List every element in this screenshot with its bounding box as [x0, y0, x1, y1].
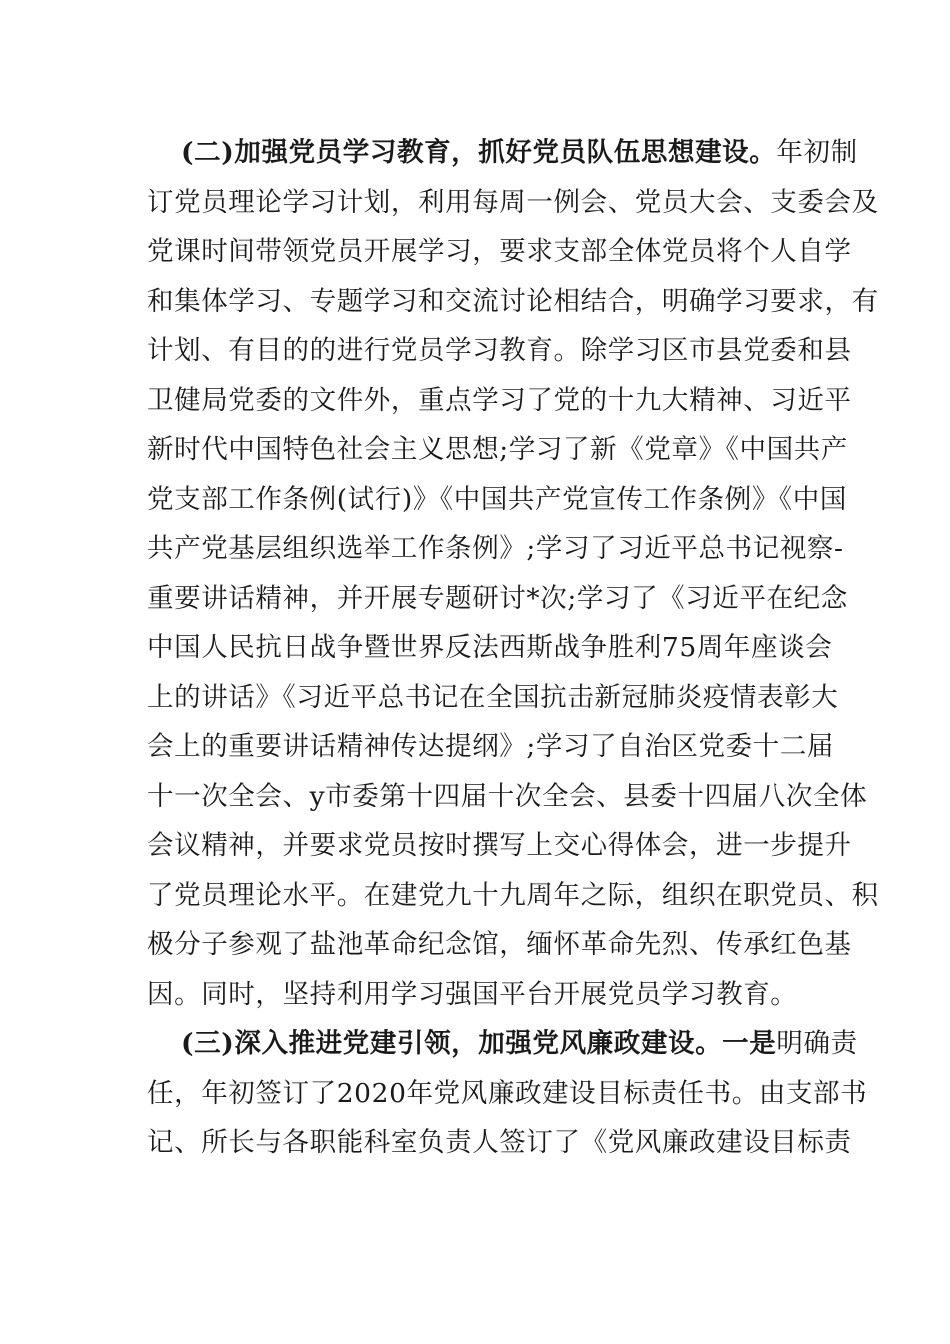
text-line: 了党员理论水平。在建党九十九周年之际，组织在职党员、积	[147, 879, 879, 911]
text-line: 订党员理论学习计划，利用每周一例会、党员大会、支委会及	[147, 186, 879, 218]
text-line: 会上的重要讲话精神传达提纲》;学习了自治区党委十二届	[147, 731, 835, 762]
text-line: 卫健局党委的文件外，重点学习了党的十九大精神、习近平	[147, 384, 852, 416]
text-line: 因。同时，坚持利用学习强国平台开展党员学习教育。	[147, 978, 798, 1010]
text-line	[147, 1019, 858, 1069]
document-body	[147, 128, 879, 1168]
text-line: 党支部工作条例(试行)》《中国共产党宣传工作条例》《中国	[147, 483, 847, 515]
text-line: 计划、有目的的进行党员学习教育。除学习区市县党委和县	[147, 335, 852, 366]
text-line: 极分子参观了盐池革命纪念馆，缅怀革命先烈、传承红色基	[147, 929, 852, 960]
text-line: 记、所长与各职能科室负责人签订了《党风廉政建设目标责	[147, 1127, 852, 1158]
text-line: 十一次全会、y市委第十四届十次全会、县委十四届八次全体	[147, 780, 868, 812]
line-text: 明确责	[776, 1028, 858, 1059]
section-heading: (三)深入推进党建引领，加强党风廉政建设。一是	[181, 1028, 777, 1059]
text-line: 上的讲话》《习近平总书记在全国抗击新冠肺炎疫情表彰大	[147, 681, 839, 713]
paragraph-party-education	[147, 128, 879, 1019]
text-line: 新时代中国特色社会主义思想;学习了新《党章》《中国共产	[147, 434, 848, 465]
text-line	[147, 128, 858, 178]
text-line: 会议精神，并要求党员按时撰写上交心得体会，进一步提升	[147, 830, 852, 861]
text-line: 重要讲话精神，并开展专题研讨*次;学习了《习近平在纪念	[147, 582, 848, 614]
paragraph-party-conduct	[147, 1019, 868, 1168]
line-text: 年初制	[776, 137, 858, 168]
text-line: 任，年初签订了2020年党风廉政建设目标责任书。由支部书	[147, 1077, 868, 1109]
text-line: 中国人民抗日战争暨世界反法西斯战争胜利75周年座谈会	[147, 632, 833, 663]
text-line: 共产党基层组织选举工作条例》;学习了习近平总书记视察-	[147, 533, 844, 564]
text-line: 党课时间带领党员开展学习，要求支部全体党员将个人自学	[147, 236, 852, 267]
text-line: 和集体学习、专题学习和交流讨论相结合，明确学习要求，有	[147, 285, 879, 317]
section-heading: (二)加强党员学习教育，抓好党员队伍思想建设。	[181, 137, 777, 168]
